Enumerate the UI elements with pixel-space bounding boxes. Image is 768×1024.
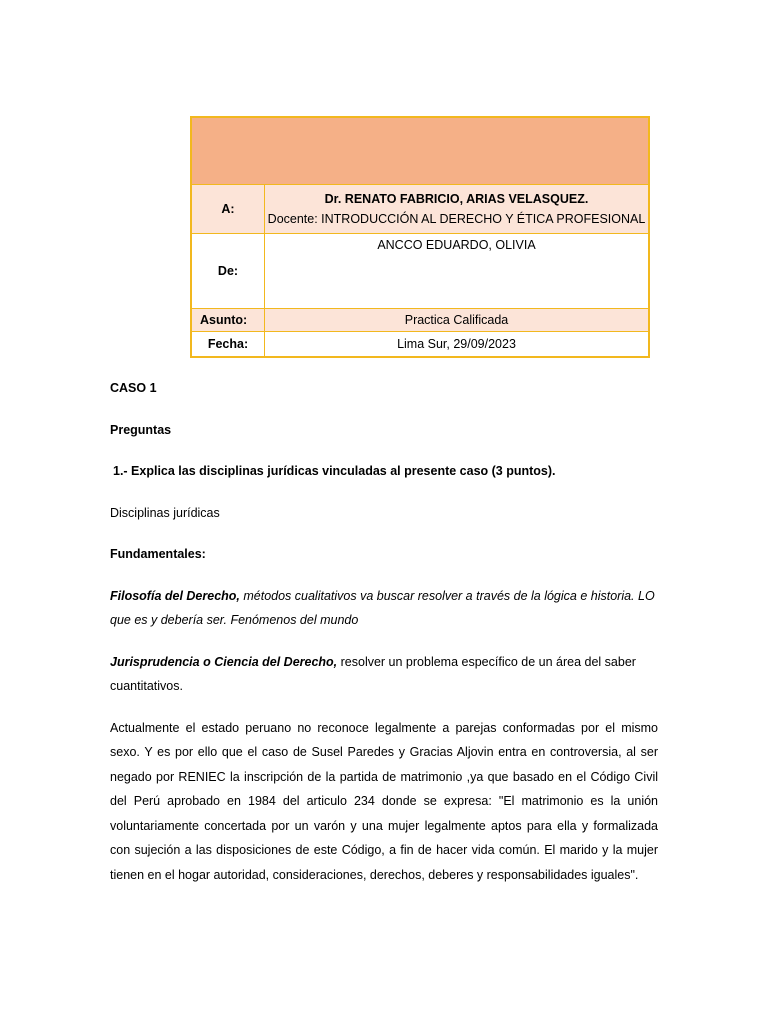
subject-value: Practica Calificada: [265, 309, 650, 332]
memo-row-subject: [191, 309, 649, 332]
main-paragraph: Actualmente el estado peruano no reconoce legalmente a parejas conformadas por el mismo sexo. Y es por ello que el caso de Susel Paredes y Gracias Aljovin entra en controversia, al ser negado por RENIEC la inscripción de la partida de matrimonio ,ya que basado en el Código Civil del Perú aprobado en 1984 del articulo 234 donde se expresa: "El matrimonio es la unión voluntariamente concertada por un varón y una mujer legalmente aptos para ella y formalizada con sujeción a las disposiciones de este Código, a fin de hacer vida común. El marido y la mujer tienen en el hogar autoridad, consideraciones, derechos, deberes y responsabilidades iguales".: [110, 720, 658, 882]
disciplines-label: Disciplinas jurídicas: [110, 505, 220, 520]
jurisprudence-text: resolver un problema específico de un área del saber cuantitativos.: [110, 654, 636, 693]
case-heading: CASO 1: [110, 381, 157, 395]
philosophy-text: métodos cualitativos va buscar resolver a través de la lógica e historia. LO que es y debería ser. Fenómenos del mundo: [110, 588, 655, 627]
recipient-course: Docente: INTRODUCCIÓN AL DERECHO Y ÉTICA PROFESIONAL: [267, 212, 646, 226]
memo-banner: [191, 117, 649, 185]
question-1: 1.- Explica las disciplinas jurídicas vinculadas al presente caso (3 puntos).: [113, 464, 556, 478]
from-label: De:: [191, 234, 265, 309]
memo-header-table: [190, 116, 650, 358]
date-value: Lima Sur, 29/09/2023: [265, 332, 650, 358]
memo-row-from: [191, 234, 649, 309]
philosophy-paragraph: [110, 584, 658, 633]
document-body: [110, 376, 658, 904]
to-value: [265, 185, 650, 234]
fundamentals-heading: Fundamentales:: [110, 547, 206, 561]
jurisprudence-term: Jurisprudencia o Ciencia del Derecho,: [110, 654, 338, 669]
philosophy-term: Filosofía del Derecho,: [110, 588, 240, 603]
subject-label: Asunto:: [191, 309, 265, 332]
questions-heading: Preguntas: [110, 422, 172, 437]
to-label: A:: [191, 185, 265, 234]
recipient-name: Dr. RENATO FABRICIO, ARIAS VELASQUEZ.: [324, 192, 589, 206]
memo-row-to: [191, 185, 649, 234]
memo-row-date: [191, 332, 649, 358]
jurisprudence-paragraph: [110, 650, 658, 699]
date-label: Fecha:: [191, 332, 265, 358]
from-value: ANCCO EDUARDO, OLIVIA: [265, 234, 650, 309]
